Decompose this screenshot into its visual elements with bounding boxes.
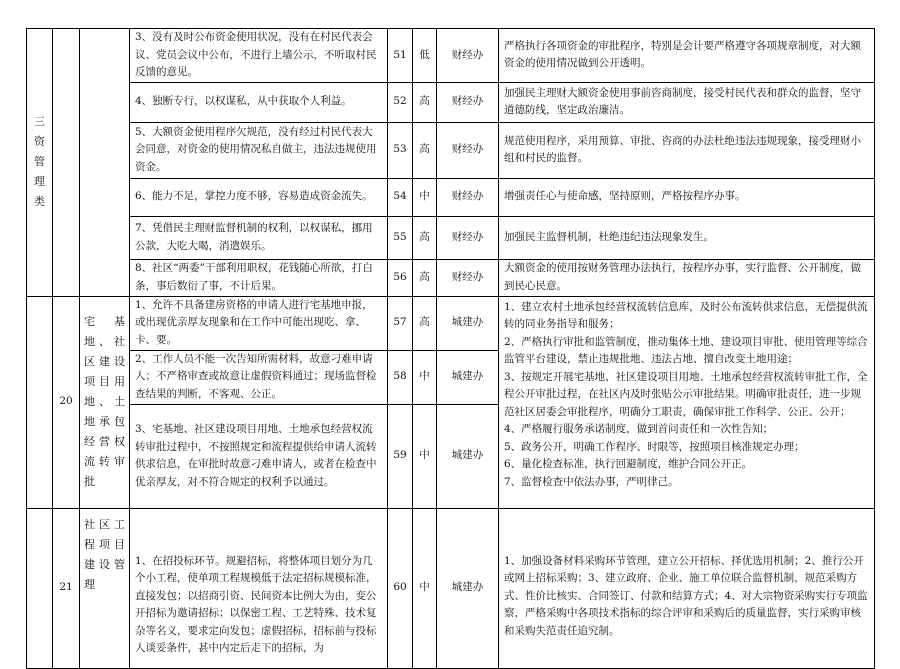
dept: 城建办 (437, 350, 499, 404)
risk-level: 中 (413, 178, 437, 216)
no-cell-empty (53, 29, 80, 297)
risk-number: 56 (388, 259, 413, 296)
risk-level: 高 (413, 296, 437, 350)
dept: 城建办 (437, 508, 499, 668)
risk-number: 57 (388, 296, 413, 350)
risk-text: 3、宅基地、社区建设项目用地、土地承包经营权流转审批过程中，不按照规定和流程提供给申请人流转供求信息，在审批时故意刁难申请人，或者在检查中优亲厚友，对不符合规定的权利予以通过。 (130, 404, 388, 508)
risk-table (26, 28, 875, 669)
item-title: 宅基地、社区建设项目用地、土地承包经营权流转审批 (80, 296, 130, 508)
risk-number: 60 (388, 508, 413, 668)
measure-text: 增强责任心与使命感，坚持原则，严格按程序办事。 (499, 178, 875, 216)
risk-level: 中 (413, 350, 437, 404)
measure-list (499, 296, 875, 508)
risk-number: 51 (388, 29, 413, 83)
risk-text: 1、允许不具备建房资格的申请人进行宅基地申报，或出现优亲厚友现象和在工作中可能出现吃、拿、卡、要。 (130, 296, 388, 350)
risk-number: 52 (388, 82, 413, 122)
risk-text: 4、独断专行，以权谋私，从中获取个人利益。 (130, 82, 388, 122)
dept: 城建办 (437, 296, 499, 350)
dept: 城建办 (437, 404, 499, 508)
dept: 财经办 (437, 82, 499, 122)
dept: 财经办 (437, 259, 499, 296)
table-row (27, 122, 875, 178)
measure-text: 加强民主监督机制，杜绝违纪违法现象发生。 (499, 216, 875, 259)
risk-level: 中 (413, 404, 437, 508)
risk-text: 6、能力不足，掌控力度不够，容易造成资金流失。 (130, 178, 388, 216)
measure-item: 7、监督检查中依法办事，严明律己。 (504, 475, 679, 488)
dept: 财经办 (437, 178, 499, 216)
risk-level: 高 (413, 82, 437, 122)
measure-text: 严格执行各项资金的审批程序，特别是会计要严格遵守各项规章制度，对大额资金的使用情况做到公开透明。 (499, 29, 875, 83)
table-row (27, 216, 875, 259)
measure-item: 6、量化检查标准，执行回避制度，维护合同公开正。 (504, 458, 753, 470)
risk-number: 53 (388, 122, 413, 178)
risk-text: 7、凭借民主理财监督机制的权利，以权谋私，挪用公款，大吃大喝，消遣娱乐。 (130, 216, 388, 259)
item-number: 21 (53, 508, 80, 668)
measure-item: 5、政务公开，明确工作程序、时限等，按照项目核准规定办理； (504, 440, 805, 453)
measure-item: 4、严格履行服务承诺制度，做到首问责任和一次性告知； (504, 423, 774, 435)
measure-item: 3、按规定开展宅基地、社区建设项目用地、土地承包经营权流转审批工作，全程公开审批过程，在社区内及时张贴公示审批结果。明确审批责任，进一步规范社区居委会审批程序，明确分工职责，确保审批工作科学、公正、公开； (504, 370, 868, 418)
dept: 财经办 (437, 122, 499, 178)
risk-text: 5、大额资金使用程序欠规范，没有经过村民代表大会同意，对资金的使用情况私自做主，违法违规使用资金。 (130, 122, 388, 178)
risk-level: 中 (413, 508, 437, 668)
risk-number: 54 (388, 178, 413, 216)
table-row (27, 259, 875, 296)
risk-text: 1、在招投标环节。规避招标，将整体项目划分为几个小工程，使单项工程规模低于法定招标规模标准，直接发包；以招商引资、民间资本比例大为由，变公开招标为邀请招标；以保密工程、工艺特殊、技术复杂等名义，要求定向发包；虚假招标，招标前与投标人谈妥条件，甚中内定后走下的招标，为 (130, 508, 388, 668)
risk-text: 2、工作人员不能一次告知所需材料，故意刁难申请人；不严格审查或故意让虚假资料通过；现场监督检查结果的判断，不客观、公正。 (130, 350, 388, 404)
measure-text: 加强民主理财大额资金使用事前咨商制度，接受村民代表和群众的监督，坚守道德防线，坚定政治廉洁。 (499, 82, 875, 122)
risk-number: 59 (388, 404, 413, 508)
table-row (27, 296, 875, 350)
risk-number: 58 (388, 350, 413, 404)
dept: 财经办 (437, 29, 499, 83)
table-row (27, 508, 875, 668)
risk-level: 高 (413, 216, 437, 259)
measure-text: 规范使用程序，采用预算、审批、咨商的办法杜绝违法违规现象，接受理财小组和村民的监督。 (499, 122, 875, 178)
category-label: 三资管理类 (34, 115, 45, 209)
risk-text: 8、社区“两委”干部利用职权，花钱随心所欲，打白条，事后数衍了事，不计后果。 (130, 259, 388, 296)
category-cell (27, 29, 53, 297)
item-number: 20 (53, 296, 80, 508)
item-title: 社区工程项目建设管理 (80, 508, 130, 668)
risk-text: 3、没有及时公布资金使用状况，没有在村民代表会议、党员会议中公布，不进行上墙公示，不听取村民反馈的意见。 (130, 29, 388, 83)
risk-level: 低 (413, 29, 437, 83)
dept: 财经办 (437, 216, 499, 259)
measure-item: 1、建立农村土地承包经营权流转信息库，及时公布流转供求信息，无偿提供流转的同业务指导和服务； (504, 300, 868, 330)
measure-text: 大额资金的使用按财务管理办法执行，按程序办事，实行监督、公开制度，做到民心民意。 (499, 259, 875, 296)
table-row (27, 29, 875, 83)
item-cell-empty (80, 29, 130, 297)
table-row (27, 82, 875, 122)
category-cell-empty (27, 508, 53, 668)
risk-number: 55 (388, 216, 413, 259)
measure-item: 2、严格执行审批和监管制度，推动集体土地、建设项目审批、使用管理等综合监管平台建设，禁止违规批地、违法占地、擅自改变土地用途； (504, 335, 868, 365)
table-row (27, 178, 875, 216)
risk-level: 高 (413, 259, 437, 296)
risk-level: 高 (413, 122, 437, 178)
measure-text: 1、加强设备材料采购环节管理，建立公开招标、择优选用机制；2、推行公开或网上招标采购；3、建立政府、企业、施工单位联合监督机制，规范采购方式、性价比核实、合同签订、付款和结算方式；4、对大宗物资采购实行专项监察，严格采购中各项技术指标的综合评审和采购后的质量监督，实行采购审核和采购失范责任追究制。 (499, 508, 875, 668)
category-cell-empty (27, 296, 53, 508)
